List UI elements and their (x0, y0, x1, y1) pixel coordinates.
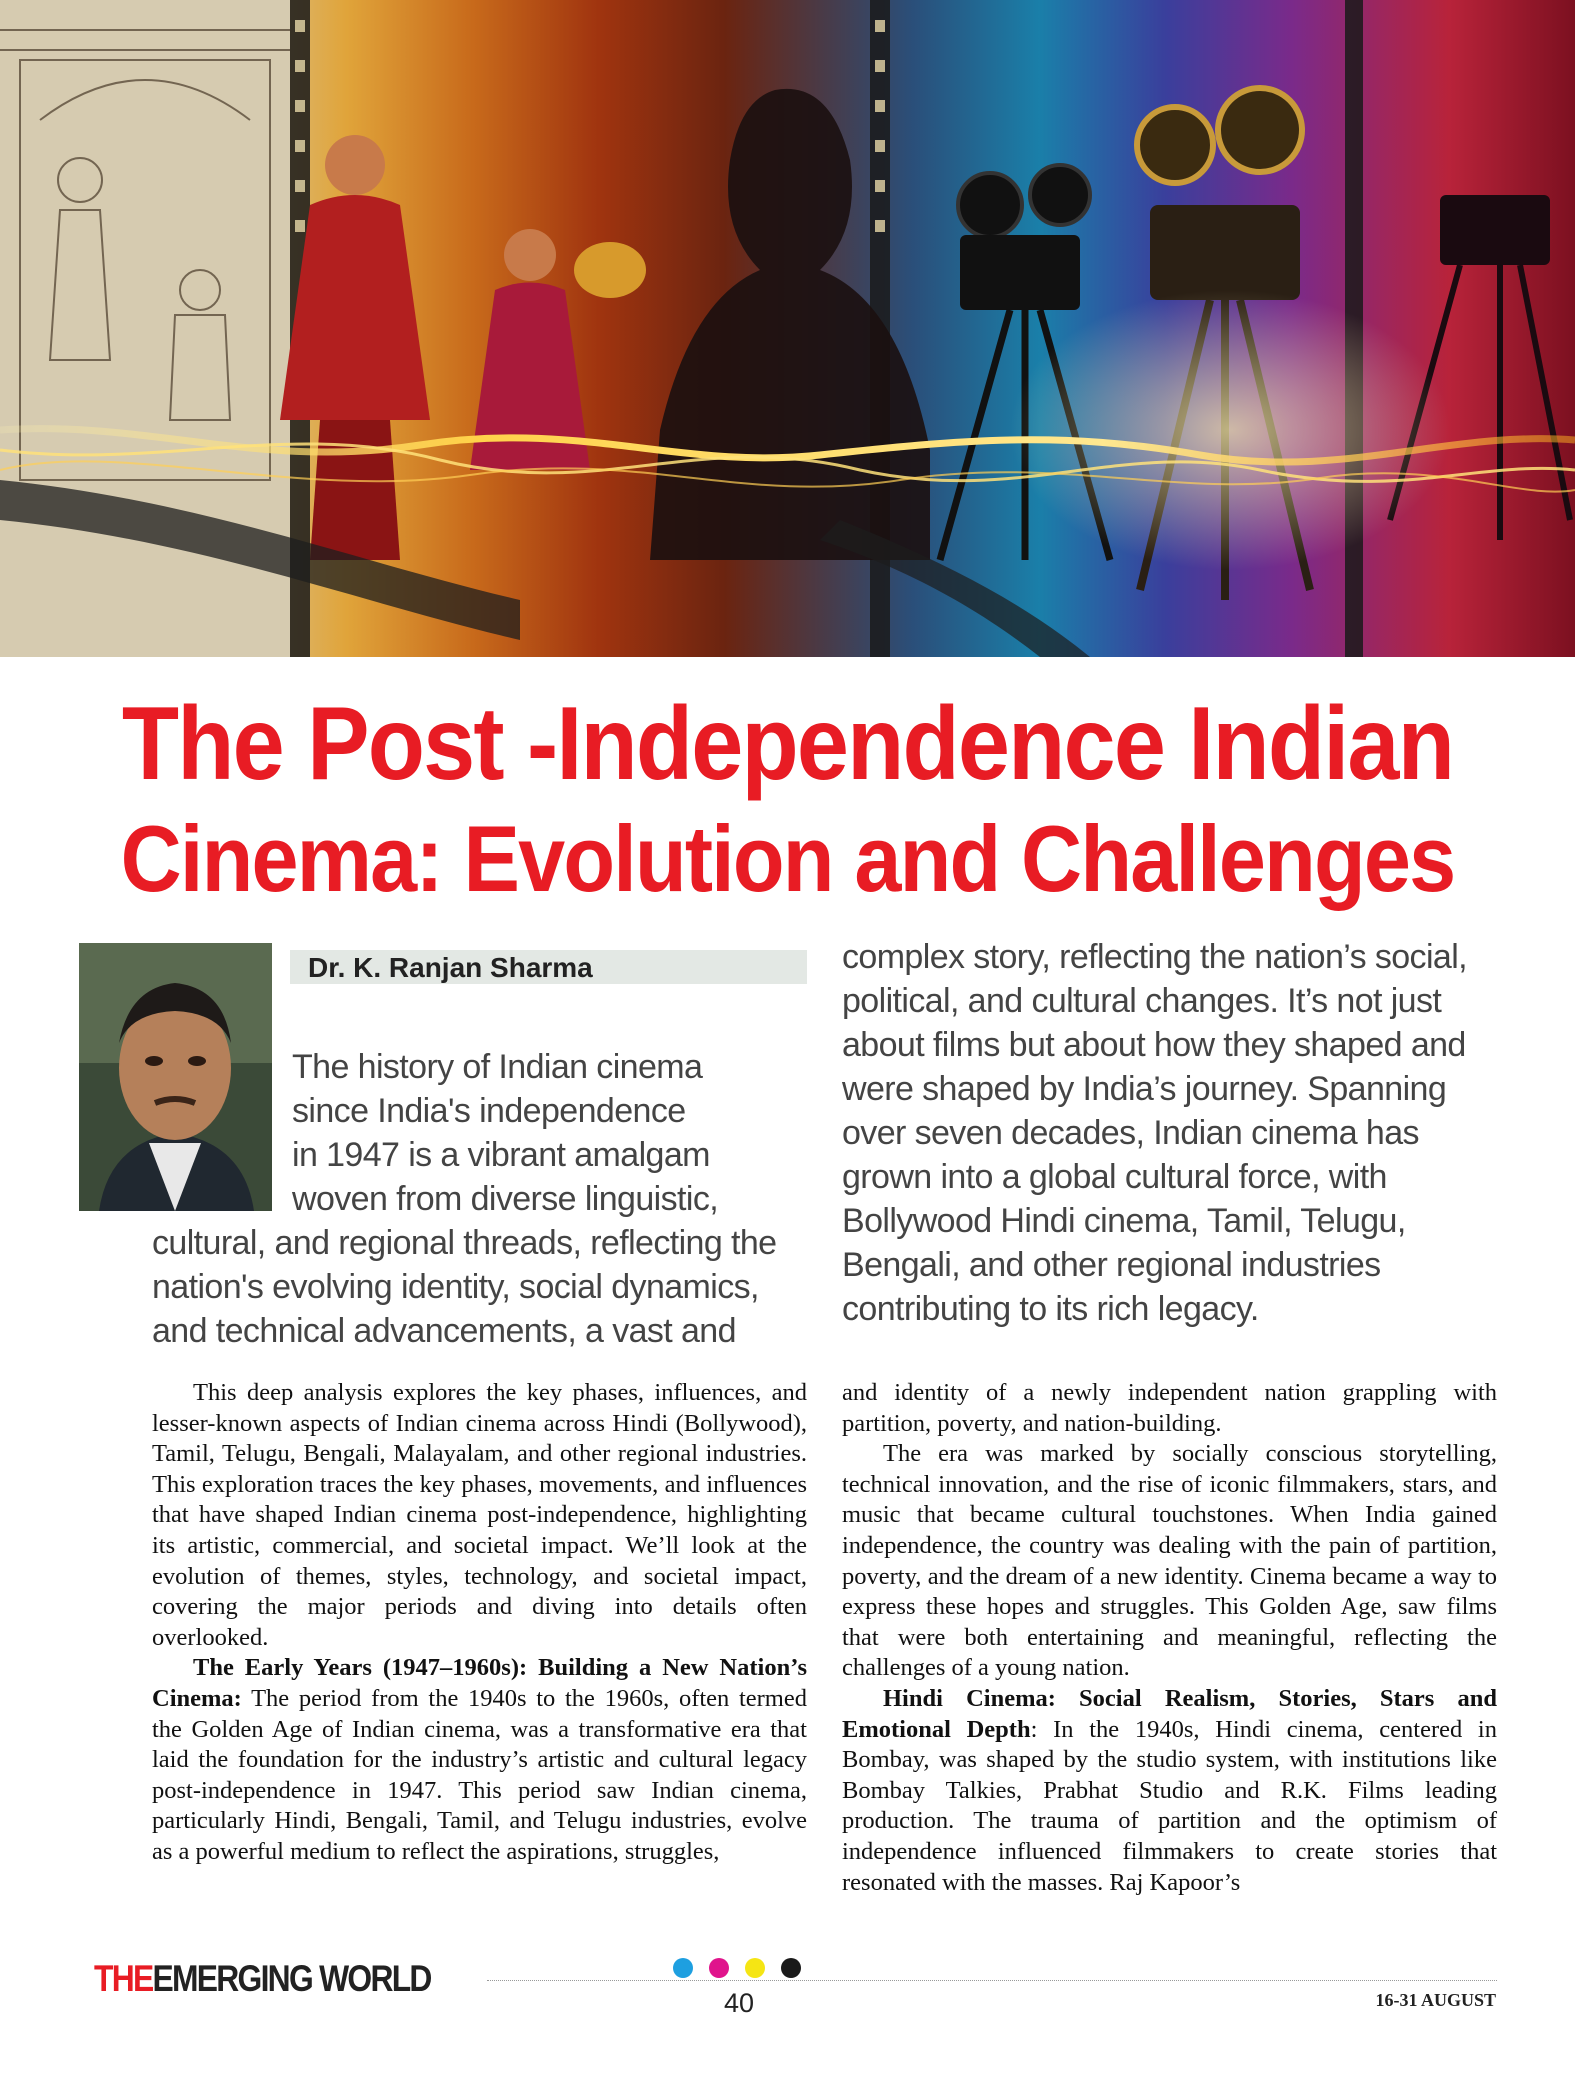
intro-line: in 1947 is a vibrant amalgam (292, 1136, 710, 1174)
page-number: 40 (724, 1988, 755, 2018)
intro-line: since India's independence (292, 1092, 686, 1130)
registration-marks (673, 1958, 801, 1978)
intro-line: and technical advancements, a vast and (152, 1312, 736, 1350)
brand-name: EMERGING WORLD (152, 1958, 431, 1999)
paragraph-text: : In the 1940s, Hindi cinema, centered in Bombay, was shaped by the studio system, with institutions like Bombay Talkies, Prabhat Studio and R.K. Films leading production. The trauma of partition and the optimism of independence influenced filmmakers to create stories that resonated with the masses. Raj Kapoor’s (842, 1715, 1497, 1896)
article-title-line-1: The Post -Independence Indian (121, 686, 1454, 802)
magazine-brand (94, 1960, 431, 1997)
body-paragraph (152, 1653, 807, 1867)
body-paragraph: The era was marked by socially conscious storytelling, technical innovation, and the rise of iconic filmmakers, stars, and music that became cultural touchstones. When India gained independence, the country was dealing with the pain of partition, poverty, and the dream of a new identity. Cinema became a way to express these hopes and struggles. This Golden Age, saw films that were both entertaining and meaningful, reflecting the challenges of a young nation. (842, 1440, 1497, 1682)
article-title-line-2: Cinema: Evolution and Challenges (120, 806, 1455, 911)
author-name-bar (290, 950, 807, 984)
intro-line: cultural, and regional threads, reflecting the (152, 1224, 777, 1262)
body-paragraph (842, 1684, 1497, 1898)
section-heading: The Early Years (1947–1960s): Building a New Nation’s Cinema: (152, 1654, 807, 1712)
paragraph-text: The period from the 1940s to the 1960s, often termed the Golden Age of Indian cinema, was a transformative era that laid the foundation for the industry’s artistic and cultural legacy post-independence in 1947. This period saw Indian cinema, particularly Hindi, Bengali, Tamil, and Telugu industries, evolve as a powerful medium to reflect the aspirations, struggles, (152, 1684, 807, 1865)
cinema-history-artwork (0, 0, 1575, 657)
registration-dot-magenta (709, 1958, 729, 1978)
brand-the: THE (94, 1958, 153, 1999)
registration-dot-yellow (745, 1958, 765, 1978)
intro-line: political, and cultural changes. It’s not just (842, 982, 1442, 1020)
issue-date: 16-31 AUGUST (1375, 1990, 1496, 2010)
body-paragraph: and identity of a newly independent nation grappling with partition, poverty, and nation-building. (842, 1379, 1497, 1437)
section-heading: Hindi Cinema: Social Realism, Stories, Stars and Emotional Depth (842, 1684, 1497, 1743)
registration-dot-cyan (673, 1958, 693, 1978)
body-paragraph: This deep analysis explores the key phases, influences, and lesser-known aspects of Indian cinema across Hindi (Bollywood), Tamil, Telugu, Bengali, Malayalam, and other regional industries. This exploration traces the key phases, movements, and influences that have shaped Indian cinema post-independence, highlighting its artistic, commercial, and societal impact. We’ll look at the evolution of themes, styles, technology, and societal impact, covering the major periods and diving into details often overlooked. (152, 1379, 807, 1651)
body-column-left (152, 1378, 807, 1868)
intro-line: The history of Indian cinema (292, 1048, 703, 1086)
intro-line: complex story, reflecting the nation’s social, (842, 938, 1468, 976)
footer-divider (487, 1980, 1497, 1981)
registration-dot-black (781, 1958, 801, 1978)
intro-line: contributing to its rich legacy. (842, 1290, 1259, 1328)
intro-line: grown into a global cultural force, with (842, 1158, 1387, 1196)
body-column-right (842, 1378, 1497, 1898)
intro-line: nation's evolving identity, social dynamics, (152, 1268, 759, 1306)
author-name: Dr. K. Ranjan Sharma (308, 952, 593, 983)
intro-line: Bengali, and other regional industries (842, 1246, 1381, 1284)
author-photo (79, 943, 272, 1211)
intro-line: woven from diverse linguistic, (292, 1180, 719, 1218)
intro-line: over seven decades, Indian cinema has (842, 1114, 1419, 1152)
intro-line: were shaped by India’s journey. Spanning (842, 1070, 1447, 1108)
intro-line: Bollywood Hindi cinema, Tamil, Telugu, (842, 1202, 1406, 1240)
intro-line: about films but about how they shaped and (842, 1026, 1466, 1064)
header-illustration (0, 0, 1575, 657)
